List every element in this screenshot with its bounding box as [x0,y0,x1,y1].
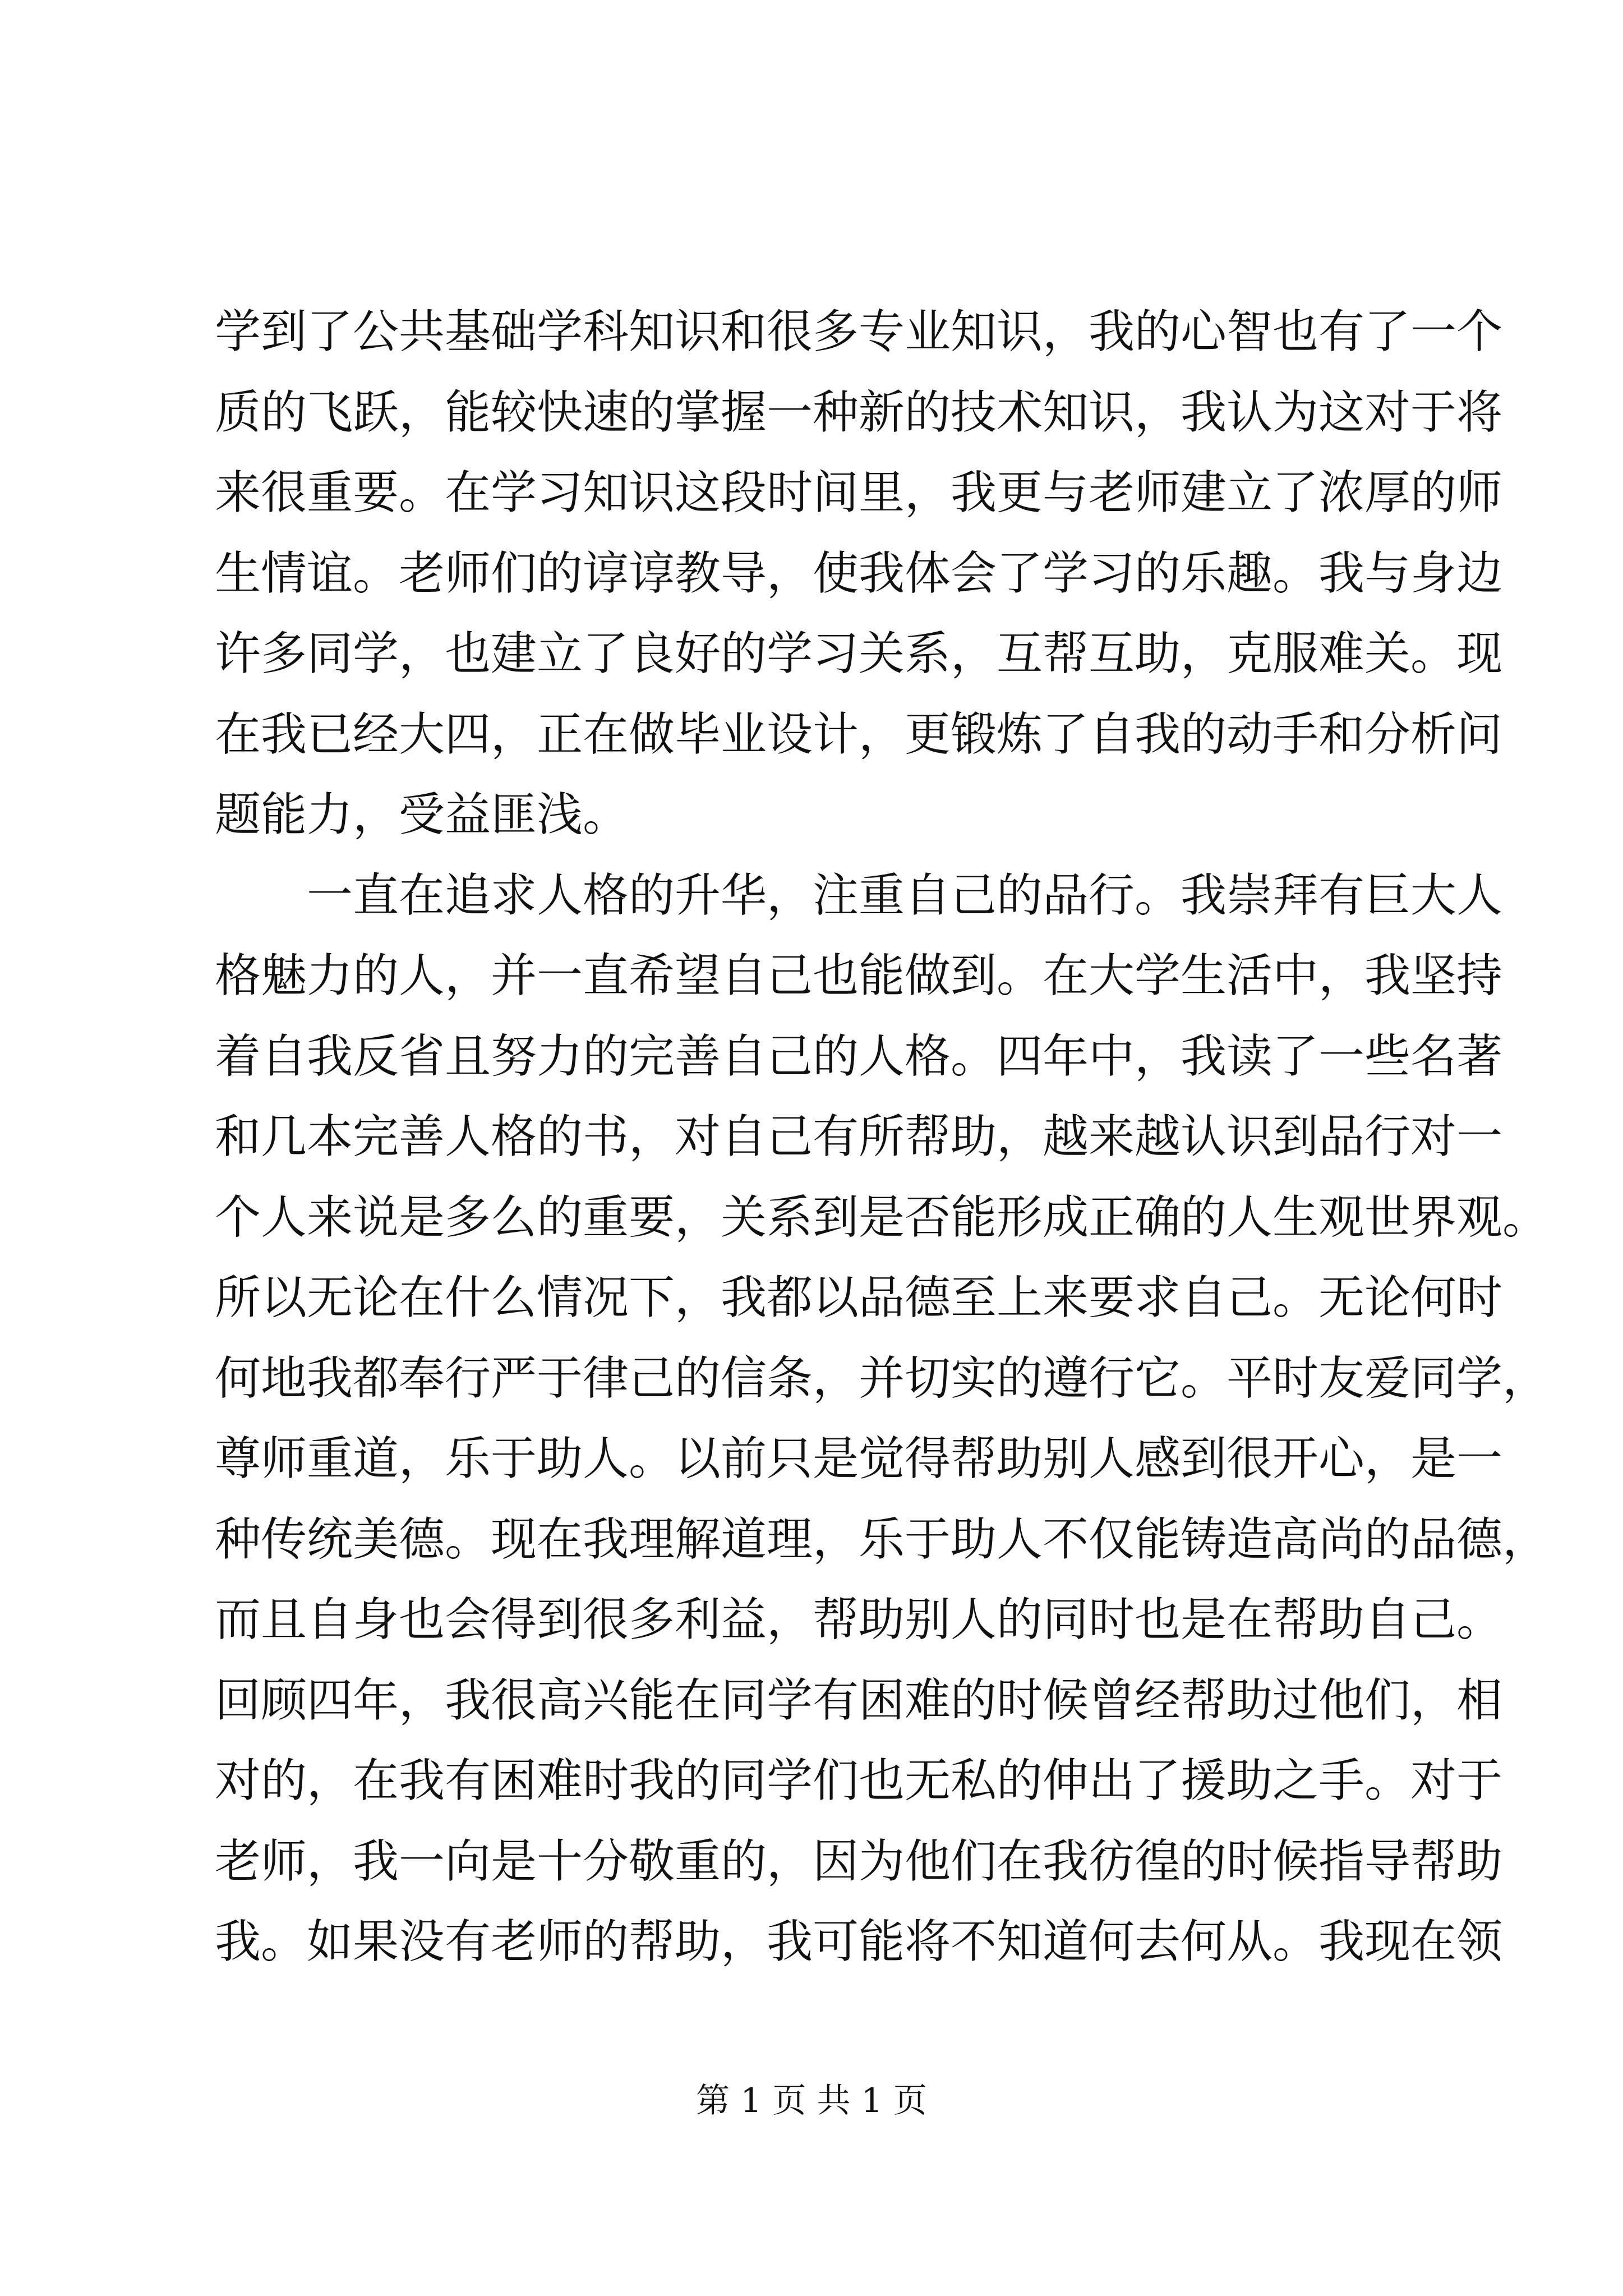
text-line: 和几本完善人格的书，对自己有所帮助，越来越认识到品行对一 [215,1110,1503,1163]
text-line: 来很重要。在学习知识这段时间里，我更与老师建立了浓厚的师 [215,466,1503,519]
text-line: 种传统美德。现在我理解道理，乐于助人不仅能铸造高尚的品德， [215,1512,1549,1566]
text-line: 而且自身也会得到很多利益，帮助别人的同时也是在帮助自己。 [215,1593,1503,1646]
page-number-footer: 第 1 页 共 1 页 [696,2081,927,2120]
text-line: 何地我都奉行严于律己的信条，并切实的遵行它。平时友爱同学， [215,1351,1549,1405]
text-line: 许多同学，也建立了良好的学习关系，互帮互助，克服难关。现 [215,627,1503,680]
document-body [215,292,1549,1982]
text-line: 所以无论在什么情况下，我都以品德至上来要求自己。无论何时 [215,1271,1503,1324]
text-line: 在我已经大四，正在做毕业设计，更锻炼了自我的动手和分析问 [215,707,1503,761]
text-line: 生情谊。老师们的谆谆教导，使我体会了学习的乐趣。我与身边 [215,546,1503,600]
paragraph-first-line: 一直在追求人格的升华，注重自己的品行。我崇拜有巨大人 [307,868,1503,922]
text-line: 对的，在我有困难时我的同学们也无私的伸出了援助之手。对于 [215,1754,1503,1807]
text-line: 着自我反省且努力的完善自己的人格。四年中，我读了一些名著 [215,1029,1503,1083]
text-line: 尊师重道，乐于助人。以前只是觉得帮助别人感到很开心，是一 [215,1432,1503,1485]
text-line: 学到了公共基础学科知识和很多专业知识，我的心智也有了一个 [215,305,1503,358]
text-line: 回顾四年，我很高兴能在同学有困难的时候曾经帮助过他们，相 [215,1673,1503,1727]
text-line: 老师，我一向是十分敬重的，因为他们在我彷徨的时候指导帮助 [215,1834,1503,1888]
text-line: 质的飞跃，能较快速的掌握一种新的技术知识，我认为这对于将 [215,385,1503,439]
text-line: 题能力，受益匪浅。 [215,788,629,841]
text-line: 我。如果没有老师的帮助，我可能将不知道何去何从。我现在领 [215,1915,1503,1968]
text-line: 格魅力的人，并一直希望自己也能做到。在大学生活中，我坚持 [215,949,1503,1002]
text-line: 个人来说是多么的重要，关系到是否能形成正确的人生观世界观。 [215,1190,1549,1244]
